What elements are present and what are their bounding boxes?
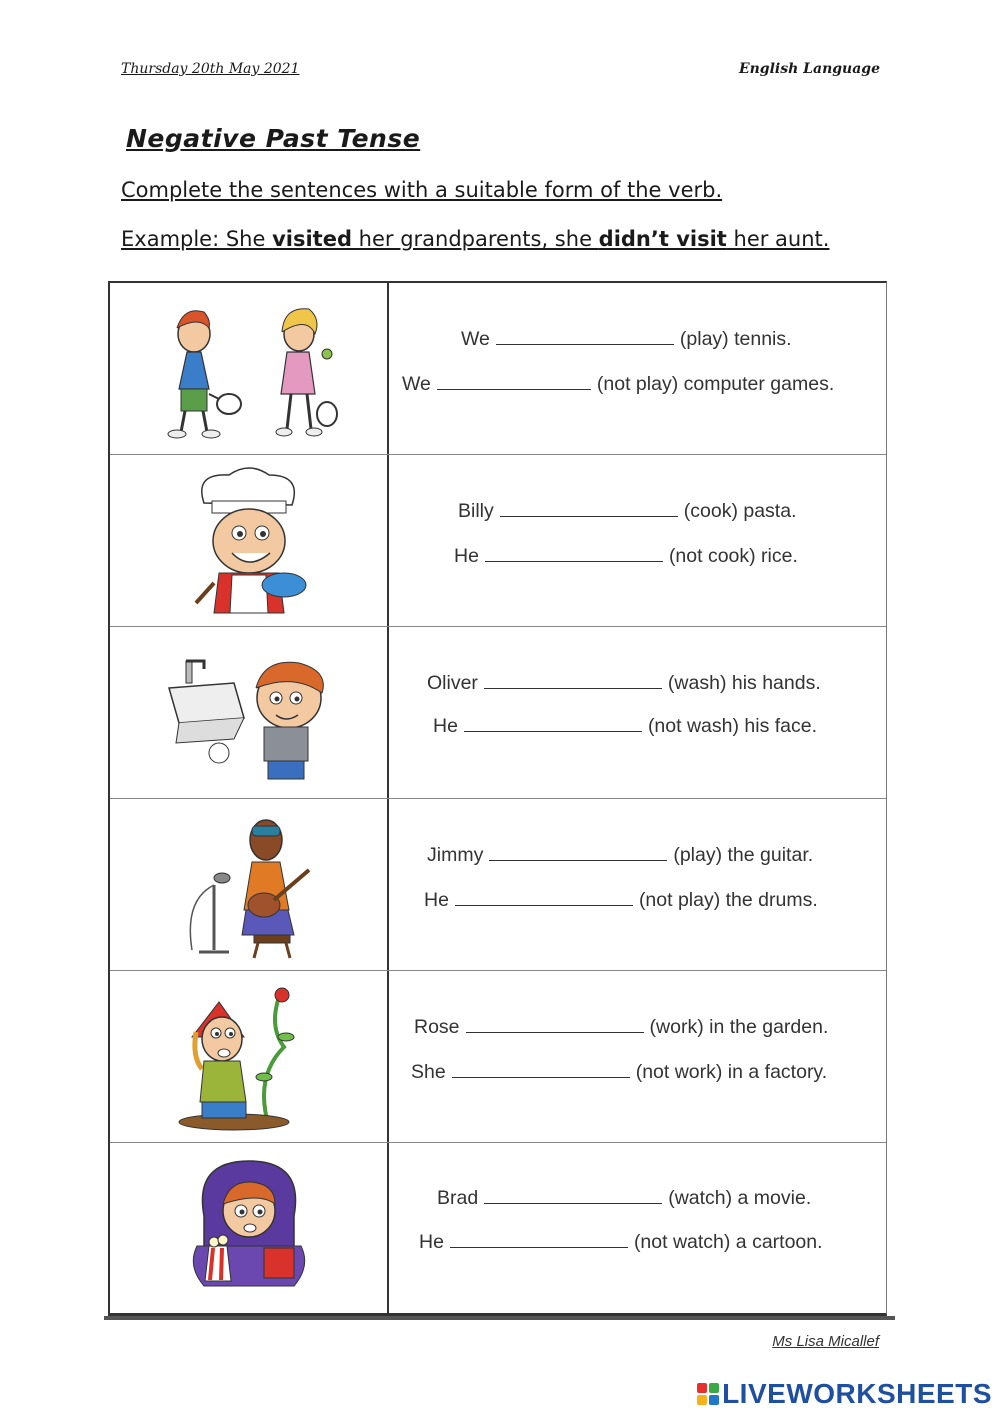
boy-watching-movie-illustration bbox=[110, 1143, 389, 1313]
exercise-row bbox=[110, 455, 886, 627]
sentence-1: Billy (cook) pasta. bbox=[458, 500, 797, 522]
sentence-1: Brad (watch) a movie. bbox=[437, 1187, 812, 1209]
answer-blank[interactable] bbox=[452, 1061, 630, 1078]
sentence-1: We (play) tennis. bbox=[461, 328, 792, 350]
answer-blank[interactable] bbox=[500, 500, 678, 517]
instructions: Complete the sentences with a suitable form of the verb. bbox=[121, 178, 723, 202]
liveworksheets-icon bbox=[697, 1383, 719, 1405]
exercise-row bbox=[110, 971, 886, 1143]
kids-playing-tennis-illustration bbox=[110, 283, 389, 454]
sentence-2: He (not play) the drums. bbox=[424, 889, 818, 911]
answer-blank[interactable] bbox=[450, 1231, 628, 1248]
exercise-row bbox=[110, 627, 886, 799]
sentence-block bbox=[389, 627, 886, 798]
answer-blank[interactable] bbox=[437, 373, 591, 390]
brand-name: LIVEWORKSHEETS bbox=[722, 1378, 992, 1409]
subject-label: English Language bbox=[738, 61, 880, 77]
sentence-2: He (not wash) his face. bbox=[433, 715, 818, 737]
sentence-1: Jimmy (play) the guitar. bbox=[427, 844, 814, 866]
answer-blank[interactable] bbox=[489, 844, 667, 861]
boy-chef-cooking-illustration bbox=[110, 455, 389, 626]
answer-blank[interactable] bbox=[485, 545, 663, 562]
answer-blank[interactable] bbox=[484, 1187, 662, 1204]
sentence-2: She (not work) in a factory. bbox=[411, 1061, 828, 1083]
answer-blank[interactable] bbox=[464, 715, 642, 732]
answer-blank[interactable] bbox=[496, 328, 674, 345]
exercise-table bbox=[108, 281, 887, 1316]
sentence-1: Rose (work) in the garden. bbox=[414, 1016, 829, 1038]
date: Thursday 20th May 2021 bbox=[121, 61, 300, 77]
exercise-row bbox=[110, 799, 886, 971]
girl-gardening-illustration bbox=[110, 971, 389, 1142]
page-title: Negative Past Tense bbox=[126, 124, 421, 153]
author-name: Ms Lisa Micallef bbox=[772, 1333, 879, 1350]
answer-blank[interactable] bbox=[484, 672, 662, 689]
sentence-block bbox=[389, 283, 886, 454]
sentence-2: He (not watch) a cartoon. bbox=[419, 1231, 823, 1253]
sentence-1: Oliver (wash) his hands. bbox=[427, 672, 821, 694]
brand-logo bbox=[697, 1378, 992, 1410]
exercise-row bbox=[110, 1143, 886, 1313]
man-playing-guitar-illustration bbox=[110, 799, 389, 970]
exercise-row bbox=[110, 283, 886, 455]
sentence-2: He (not cook) rice. bbox=[454, 545, 798, 567]
sentence-block bbox=[389, 799, 886, 970]
sentence-2: We (not play) computer games. bbox=[402, 373, 835, 395]
divider bbox=[104, 1316, 895, 1320]
sentence-block bbox=[389, 1143, 886, 1313]
sentence-block bbox=[389, 971, 886, 1142]
answer-blank[interactable] bbox=[466, 1016, 644, 1033]
boy-washing-hands-illustration bbox=[110, 627, 389, 798]
answer-blank[interactable] bbox=[455, 889, 633, 906]
sentence-block bbox=[389, 455, 886, 626]
example-sentence: Example: She visited her grandparents, she didn’t visit her aunt. bbox=[121, 227, 830, 251]
